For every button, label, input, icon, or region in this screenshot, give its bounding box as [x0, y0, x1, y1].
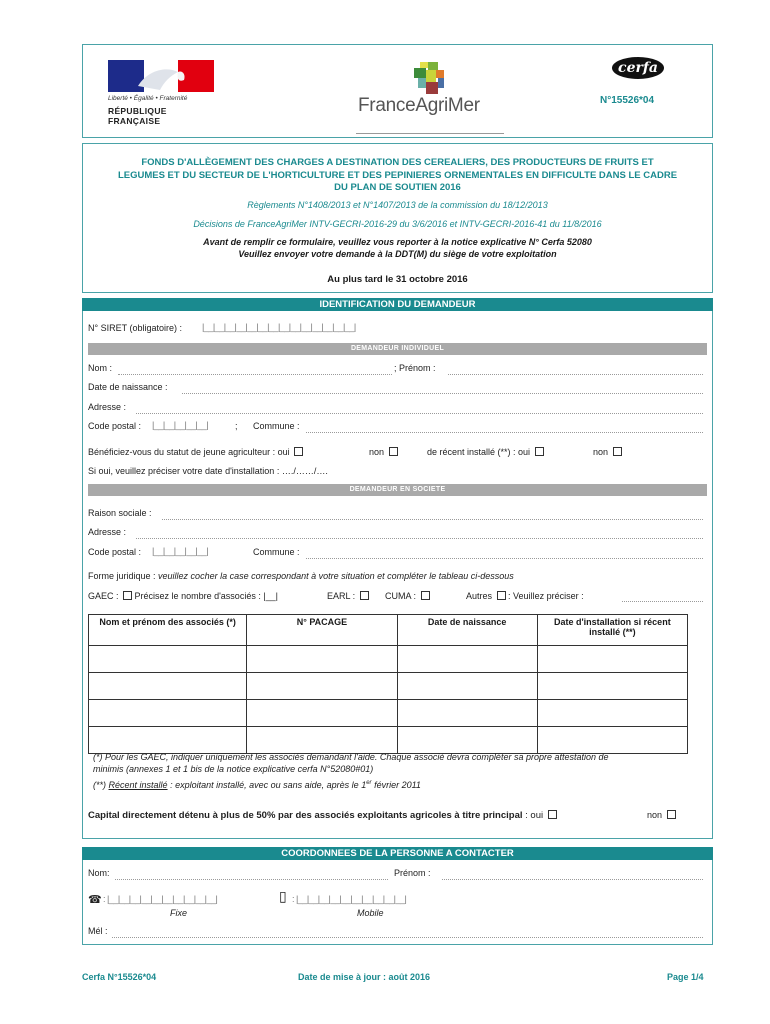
footer-update-date: Date de mise à jour : août 2016	[298, 972, 431, 982]
earl-option	[327, 591, 369, 601]
table-cell[interactable]	[537, 673, 687, 700]
phone-mobile-input[interactable]: : |__|__|__|__|__|__|__|__|__|__|	[292, 894, 407, 904]
note2-end: février 2011	[374, 780, 421, 790]
contact-prenom-field[interactable]	[442, 878, 703, 880]
contact-nom-label: Nom:	[88, 868, 110, 878]
nom-field[interactable]	[118, 373, 392, 375]
mobile-phone-icon: ▯	[279, 888, 287, 904]
autres-option	[466, 591, 584, 601]
nom-label: Nom :	[88, 363, 113, 373]
table-cell[interactable]	[397, 673, 537, 700]
recent-installe-question	[427, 447, 544, 457]
forme-instruction: veuillez cocher la case correspondant à votre situation et compléter le tableau ci-dessous	[158, 571, 514, 581]
capital-oui-label: : oui	[525, 810, 544, 821]
prenom-field[interactable]	[448, 373, 703, 375]
mel-label: Mél :	[88, 926, 108, 936]
franceagrimer-emblem-icon	[414, 62, 444, 94]
mobile-label: Mobile	[357, 908, 384, 918]
decisions: Décisions de FranceAgriMer INTV-GECRI-2016-29 du 3/6/2016 et INTV-GECRI-2016-41 du 11/8/2016	[193, 219, 602, 229]
note2-text: : exploitant installé, avec ou sans aide, après le 1	[170, 780, 367, 790]
capital-oui-checkbox[interactable]	[548, 810, 557, 819]
table-cell[interactable]	[397, 727, 537, 754]
capital-question	[88, 810, 557, 821]
cuma-label: CUMA :	[385, 591, 417, 601]
note-gaec: (*) Pour les GAEC, indiquer uniquement les associés demandant l'aide. Chaque associé devra compléter sa propre attestation de	[93, 752, 609, 762]
commune-field[interactable]	[306, 431, 703, 433]
adresse-label: Adresse :	[88, 402, 127, 412]
cp2-label: Code postal :	[88, 547, 142, 557]
individuel-header: DEMANDEUR INDIVIDUEL	[88, 343, 707, 355]
jeune-label: Bénéficiez-vous du statut de jeune agriculteur : oui	[88, 447, 290, 457]
franceagrimer-name: FranceAgriMer	[358, 95, 480, 116]
forme-juridique	[88, 571, 514, 581]
table-cell[interactable]	[89, 673, 247, 700]
footer-cerfa: Cerfa N°15526*04	[82, 972, 157, 982]
gaec-checkbox[interactable]	[123, 591, 132, 600]
commune2-label: Commune :	[253, 547, 300, 557]
notice-text: Avant de remplir ce formulaire, veuillez vous reporter à la notice explicative N° Cerfa 52080	[203, 237, 592, 247]
table-cell[interactable]	[89, 700, 247, 727]
cp-input[interactable]: |__|__|__|__|__|	[152, 420, 209, 430]
republique-francaise-logo	[108, 60, 216, 126]
autres-checkbox[interactable]	[497, 591, 506, 600]
deadline: Au plus tard le 31 octobre 2016	[327, 274, 468, 285]
forme-label: Forme juridique :	[88, 571, 156, 581]
capital-non-checkbox[interactable]	[667, 810, 676, 819]
table-row	[89, 727, 688, 754]
identification-header: IDENTIFICATION DU DEMANDEUR	[82, 298, 713, 311]
cuma-option	[385, 591, 430, 601]
note2-term: Récent installé	[108, 780, 168, 790]
jeune-non	[369, 447, 398, 457]
reglements: Règlements N°1408/2013 et N°1407/2013 de la commission du 18/12/2013	[247, 200, 548, 210]
table-header-row	[89, 615, 688, 646]
non1-label: non	[369, 447, 385, 457]
table-cell[interactable]	[89, 727, 247, 754]
autres-label: Autres	[466, 591, 493, 601]
capital-label: Capital directement détenu à plus de 50% par des associés exploitants agricoles à titre principal	[88, 810, 523, 821]
capital-non-label: non	[647, 810, 663, 820]
table-cell[interactable]	[247, 646, 397, 673]
jeune-oui-checkbox[interactable]	[294, 447, 303, 456]
table-cell[interactable]	[247, 700, 397, 727]
table-row	[89, 646, 688, 673]
naissance-field[interactable]	[182, 392, 703, 394]
adresse2-field[interactable]	[136, 537, 703, 539]
cp-label: Code postal :	[88, 421, 142, 431]
note2-sup: er	[366, 780, 372, 786]
title-line-1: FONDS D'ALLÈGEMENT DES CHARGES A DESTINATION DES CEREALIERS, DES PRODUCTEURS DE FRUITS ET	[141, 157, 654, 168]
title-line-3: DU PLAN DE SOUTIEN 2016	[334, 182, 461, 193]
contact-header: COORDONNEES DE LA PERSONNE A CONTACTER	[82, 847, 713, 860]
jeune-agri-question	[88, 447, 303, 457]
table-cell[interactable]	[247, 727, 397, 754]
recent-oui-checkbox[interactable]	[535, 447, 544, 456]
cp-separator: ;	[235, 421, 238, 431]
title-line-2: LEGUMES ET DU SECTEUR DE L'HORTICULTURE ET DES PEPINIERES ORNEMENTALES EN DIFFICULTE DANS LE CADRE	[117, 169, 678, 181]
mel-field[interactable]	[112, 936, 703, 938]
note-gaec-2: minimis (annexes 1 et 1 bis de la notice explicative cerfa N°52080#01)	[93, 764, 374, 774]
gaec-option	[88, 591, 278, 601]
cuma-checkbox[interactable]	[421, 591, 430, 600]
prenom-label: ; Prénom :	[394, 363, 436, 373]
col-pacage: N° PACAGE	[247, 615, 397, 646]
phone-fixe-input[interactable]: : |__|__|__|__|__|__|__|__|__|__|	[103, 894, 218, 904]
gaec-label: GAEC :	[88, 591, 119, 601]
siret-label: N° SIRET (obligatoire) :	[88, 323, 182, 333]
recent-non	[593, 447, 622, 457]
commune-label: Commune :	[253, 421, 300, 431]
table-cell[interactable]	[537, 646, 687, 673]
cerfa-logo: cerfa	[612, 57, 664, 79]
capital-non	[647, 810, 676, 820]
adresse2-label: Adresse :	[88, 527, 127, 537]
franceagrimer-logo	[356, 62, 506, 136]
adresse-field[interactable]	[136, 412, 703, 414]
gaec-detail: Précisez le nombre d'associés : |__|	[134, 591, 279, 601]
rf-motto: Liberté • Égalité • Fraternité	[108, 95, 188, 102]
send-instruction: Veuillez envoyer votre demande à la DDT(M) du siège de votre exploitation	[238, 249, 557, 259]
earl-checkbox[interactable]	[360, 591, 369, 600]
commune2-field[interactable]	[306, 557, 703, 559]
date-installation[interactable]: Si oui, veuillez préciser votre date d'installation : …./……/….	[88, 466, 328, 476]
table-cell[interactable]	[89, 646, 247, 673]
col-date-naissance: Date de naissance	[397, 615, 537, 646]
form-title	[82, 157, 713, 195]
raison-sociale-field[interactable]	[162, 518, 703, 520]
contact-prenom-label: Prénom :	[394, 868, 431, 878]
associes-table	[88, 614, 688, 754]
cp2-input[interactable]: |__|__|__|__|__|	[152, 546, 209, 556]
table-cell[interactable]	[247, 673, 397, 700]
raison-sociale-label: Raison sociale :	[88, 508, 152, 518]
note-recent-installe	[93, 780, 421, 790]
autres-field[interactable]	[622, 600, 703, 602]
recent-label: de récent installé (**) : oui	[427, 447, 531, 457]
jeune-non-checkbox[interactable]	[389, 447, 398, 456]
marianne-flag-icon	[108, 60, 214, 92]
logo-underline	[356, 133, 504, 134]
recent-non-checkbox[interactable]	[613, 447, 622, 456]
footer-page: Page 1/4	[667, 972, 704, 982]
phone-icon: ☎	[88, 894, 102, 906]
fixe-label: Fixe	[170, 908, 188, 918]
table-cell[interactable]	[537, 727, 687, 754]
table-cell[interactable]	[537, 700, 687, 727]
table-row	[89, 700, 688, 727]
col-nom-associes: Nom et prénom des associés (*)	[89, 615, 247, 646]
form-number: N°15526*04	[600, 95, 655, 106]
note2-prefix: (**)	[93, 780, 106, 790]
table-row	[89, 673, 688, 700]
table-cell[interactable]	[397, 700, 537, 727]
table-cell[interactable]	[397, 646, 537, 673]
societe-header: DEMANDEUR EN SOCIETE	[88, 484, 707, 496]
non2-label: non	[593, 447, 609, 457]
naissance-label: Date de naissance :	[88, 382, 168, 392]
contact-nom-field[interactable]	[115, 878, 388, 880]
earl-label: EARL :	[327, 591, 356, 601]
rf-name: RÉPUBLIQUE FRANÇAISE	[108, 106, 167, 126]
col-date-installation: Date d'installation si récent installé (**)	[537, 615, 687, 646]
autres-detail: : Veuillez préciser :	[508, 591, 584, 601]
siret-input[interactable]: |__|__|__|__|__|__|__|__|__|__|__|__|__|__|	[202, 322, 356, 332]
